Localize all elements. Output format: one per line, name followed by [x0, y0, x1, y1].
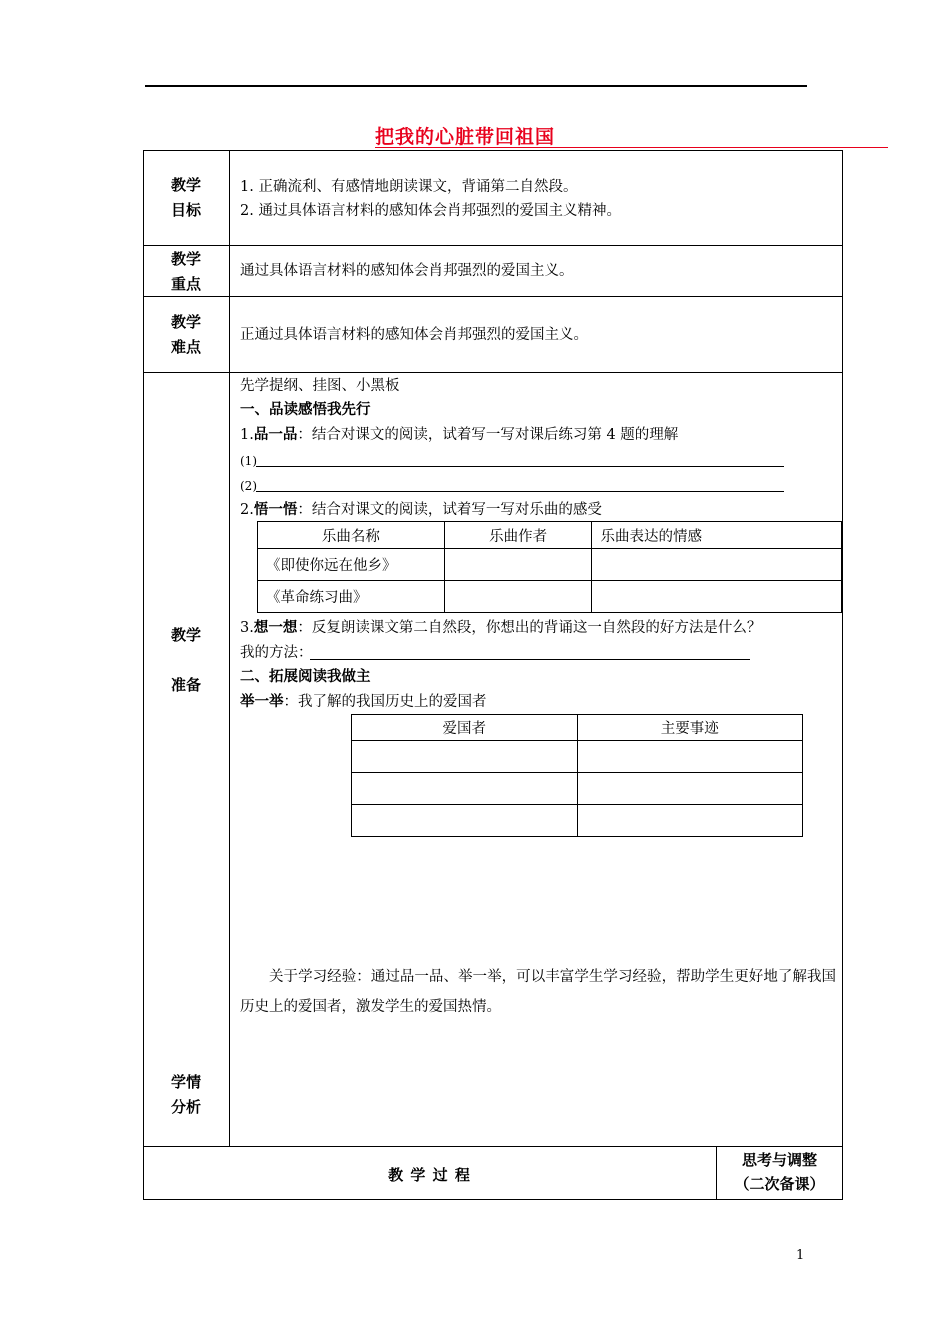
item2	[240, 498, 602, 522]
teaching-process-header: 教 学 过 程	[388, 1166, 471, 1184]
answer-line-2[interactable]	[256, 491, 784, 492]
item3-prefix: 3.	[240, 620, 254, 636]
analysis-label-text: 学情分析	[170, 1073, 201, 1116]
difficulties-text: 正通过具体语言材料的感知体会肖邦强烈的爱国主义。	[240, 327, 588, 343]
difficulties-label	[143, 310, 229, 360]
music-col-author: 乐曲作者	[444, 522, 592, 549]
objective-1: 1. 正确流利、有感情地朗读课文，背诵第二自然段。	[240, 179, 578, 195]
item2-prefix: 2.	[240, 502, 254, 518]
key-points-label-text: 教学重点	[170, 250, 201, 293]
answer-line-1[interactable]	[256, 466, 784, 467]
header-rule	[145, 85, 807, 87]
item1	[240, 423, 678, 447]
music-name-cell: 《革命练习曲》	[258, 581, 445, 613]
patriot-name-cell[interactable]	[352, 805, 578, 837]
objectives-label	[143, 173, 229, 223]
adjustment-line-1: 思考与调整	[741, 1151, 817, 1169]
adjustment-header	[716, 1148, 843, 1196]
table-row	[258, 549, 842, 581]
patriot-deeds-cell[interactable]	[577, 741, 803, 773]
music-author-cell[interactable]	[444, 581, 592, 613]
item1-prefix: 1.	[240, 427, 254, 443]
item1-bold: 品一品	[253, 426, 298, 443]
materials-text: 先学提纲、挂图、小黑板	[240, 378, 400, 394]
method-answer-line[interactable]	[310, 659, 750, 660]
analysis-text: 关于学习经验：通过品一品、举一举，可以丰富学生学习经验，帮助学生更好地了解我国历史上的爱国者，激发学生的爱国热情。	[240, 969, 836, 1015]
row-divider	[143, 372, 843, 373]
blank2-label: (2)	[240, 479, 257, 493]
objectives-label-text: 教学目标	[170, 176, 201, 219]
preparation-label-a: 教学	[170, 626, 201, 644]
music-col-emotion: 乐曲表达的情感	[592, 522, 842, 549]
patriot-table	[351, 714, 803, 837]
method-label: 我的方法：	[240, 645, 313, 661]
music-emotion-cell[interactable]	[592, 581, 842, 613]
patriot-deeds-cell[interactable]	[577, 773, 803, 805]
item2-text: ：结合对课文的阅读，试着写一写对乐曲的感受	[297, 502, 602, 518]
blank1-label: (1)	[240, 454, 257, 468]
adjustment-line-2: （二次备课）	[734, 1175, 825, 1193]
item3-text: ：反复朗读课文第二自然段，你想出的背诵这一自然段的好方法是什么？	[297, 620, 762, 636]
example-line	[240, 690, 487, 714]
music-emotion-cell[interactable]	[592, 549, 842, 581]
preparation-label-b: 准备	[170, 676, 201, 694]
row-divider	[143, 1146, 843, 1147]
section2-heading: 二、拓展阅读我做主	[240, 668, 371, 685]
table-row	[352, 741, 803, 773]
column-divider	[229, 150, 230, 1146]
page-number: 1	[796, 1248, 805, 1263]
row-divider	[143, 245, 843, 246]
music-author-cell[interactable]	[444, 549, 592, 581]
objective-2: 2. 通过具体语言材料的感知体会肖邦强烈的爱国主义精神。	[240, 203, 621, 219]
item3-bold: 想一想	[253, 619, 298, 636]
music-name-cell: 《即使你远在他乡》	[258, 549, 445, 581]
example-text: ：我了解的我国历史上的爱国者	[283, 694, 487, 710]
key-points-label	[143, 247, 229, 297]
difficulties-label-text: 教学难点	[170, 313, 201, 356]
patriot-deeds-cell[interactable]	[577, 805, 803, 837]
item1-text: ：结合对课文的阅读，试着写一写对课后练习第 4 题的理解	[297, 427, 679, 443]
patriot-table-header	[352, 715, 803, 741]
example-bold: 举一举	[240, 693, 284, 710]
music-table-header	[258, 522, 842, 549]
patriot-col-deeds: 主要事迹	[577, 715, 803, 741]
music-table	[257, 521, 842, 613]
music-col-name: 乐曲名称	[258, 522, 445, 549]
table-row	[352, 805, 803, 837]
table-row	[258, 581, 842, 613]
title-underline	[375, 147, 888, 148]
analysis-label	[143, 1070, 229, 1120]
item3	[240, 616, 761, 640]
section1-heading: 一、品读感悟我先行	[240, 401, 371, 418]
table-row	[352, 773, 803, 805]
row-divider	[143, 296, 843, 297]
item2-bold: 悟一悟	[253, 501, 298, 518]
patriot-name-cell[interactable]	[352, 741, 578, 773]
patriot-name-cell[interactable]	[352, 773, 578, 805]
page-title: 把我的心脏带回祖国	[375, 126, 556, 148]
patriot-col-name: 爱国者	[352, 715, 578, 741]
key-points-text: 通过具体语言材料的感知体会肖邦强烈的爱国主义。	[240, 263, 574, 279]
